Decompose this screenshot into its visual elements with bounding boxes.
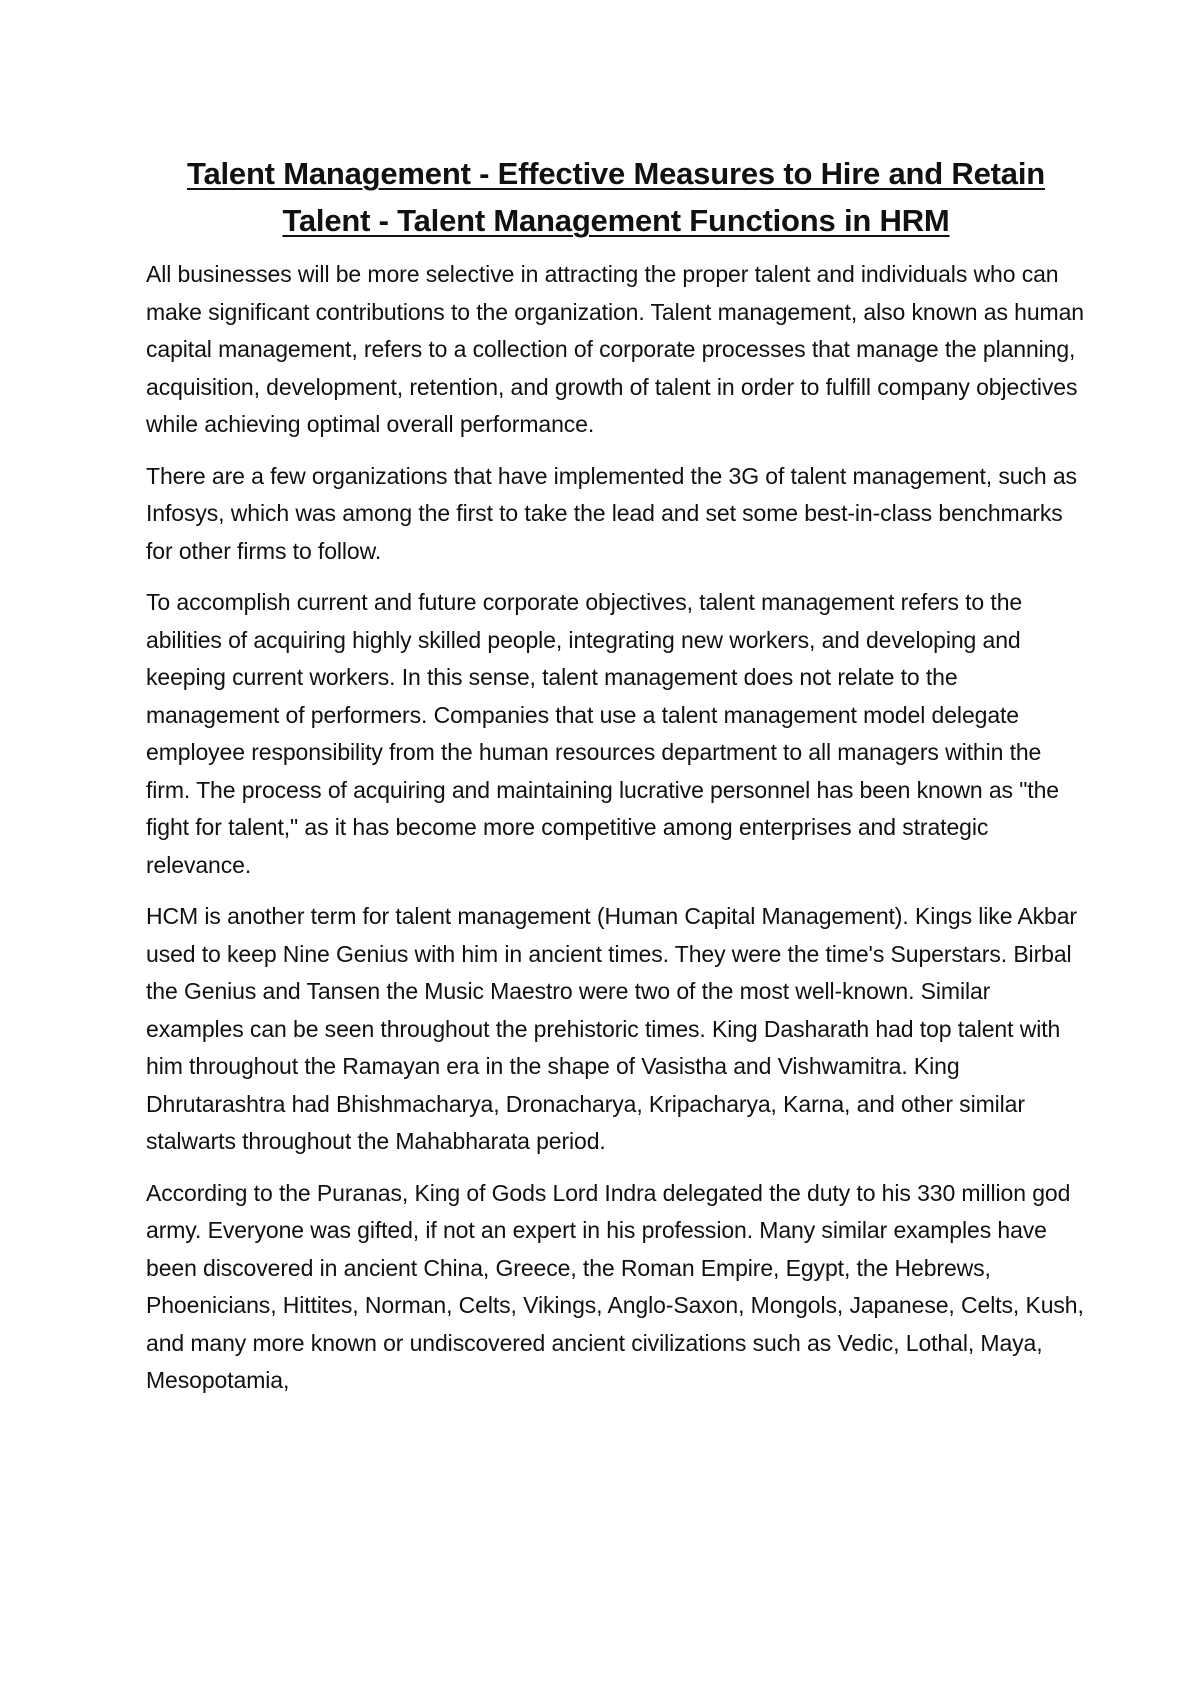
document-title: Talent Management - Effective Measures to Hire and Retain Talent - Talent Management Functions in HRM bbox=[187, 156, 1045, 238]
paragraph-5: According to the Puranas, King of Gods Lord Indra delegated the duty to his 330 million god army. Everyone was gifted, if not an expert in his profession. Many similar examples have been discovered in ancient China, Greece, the Roman Empire, Egypt, the Hebrews, Phoenicians, Hittites, Norman, Celts, Vikings, Anglo-Saxon, Mongols, Japanese, Celts, Kush, and many more known or undiscovered ancient civilizations such as Vedic, Lothal, Maya, Mesopotamia, bbox=[146, 1179, 1084, 1393]
document-body bbox=[146, 150, 1086, 1414]
paragraph-2: There are a few organizations that have implemented the 3G of talent management, such as Infosys, which was among the first to take the lead and set some best-in-class benchmarks for other firms to follow. bbox=[146, 462, 1077, 564]
paragraph-3: To accomplish current and future corporate objectives, talent management refers to the abilities of acquiring highly skilled people, integrating new workers, and developing and keeping current workers. In this sense, talent management does not relate to the management of performers. Companies that use a talent management model delegate employee responsibility from the human resources department to all managers within the firm. The process of acquiring and maintaining lucrative personnel has been known as "the fight for talent," as it has become more competitive among enterprises and strategic relevance. bbox=[146, 589, 1059, 878]
paragraph-1: All businesses will be more selective in attracting the proper talent and individuals who can make significant contributions to the organization. Talent management, also known as human capital management, refers to a collection of corporate processes that manage the planning, acquisition, development, retention, and growth of talent in order to fulfill company objectives while achieving optimal overall performance. bbox=[146, 261, 1084, 437]
paragraph-4: HCM is another term for talent management (Human Capital Management). Kings like Akbar used to keep Nine Genius with him in ancient times. They were the time's Superstars. Birbal the Genius and Tansen the Music Maestro were two of the most well-known. Similar examples can be seen throughout the prehistoric times. King Dasharath had top talent with him throughout the Ramayan era in the shape of Vasistha and Vishwamitra. King Dhrutarashtra had Bhishmacharya, Dronacharya, Kripacharya, Karna, and other similar stalwarts throughout the Mahabharata period. bbox=[146, 903, 1077, 1154]
